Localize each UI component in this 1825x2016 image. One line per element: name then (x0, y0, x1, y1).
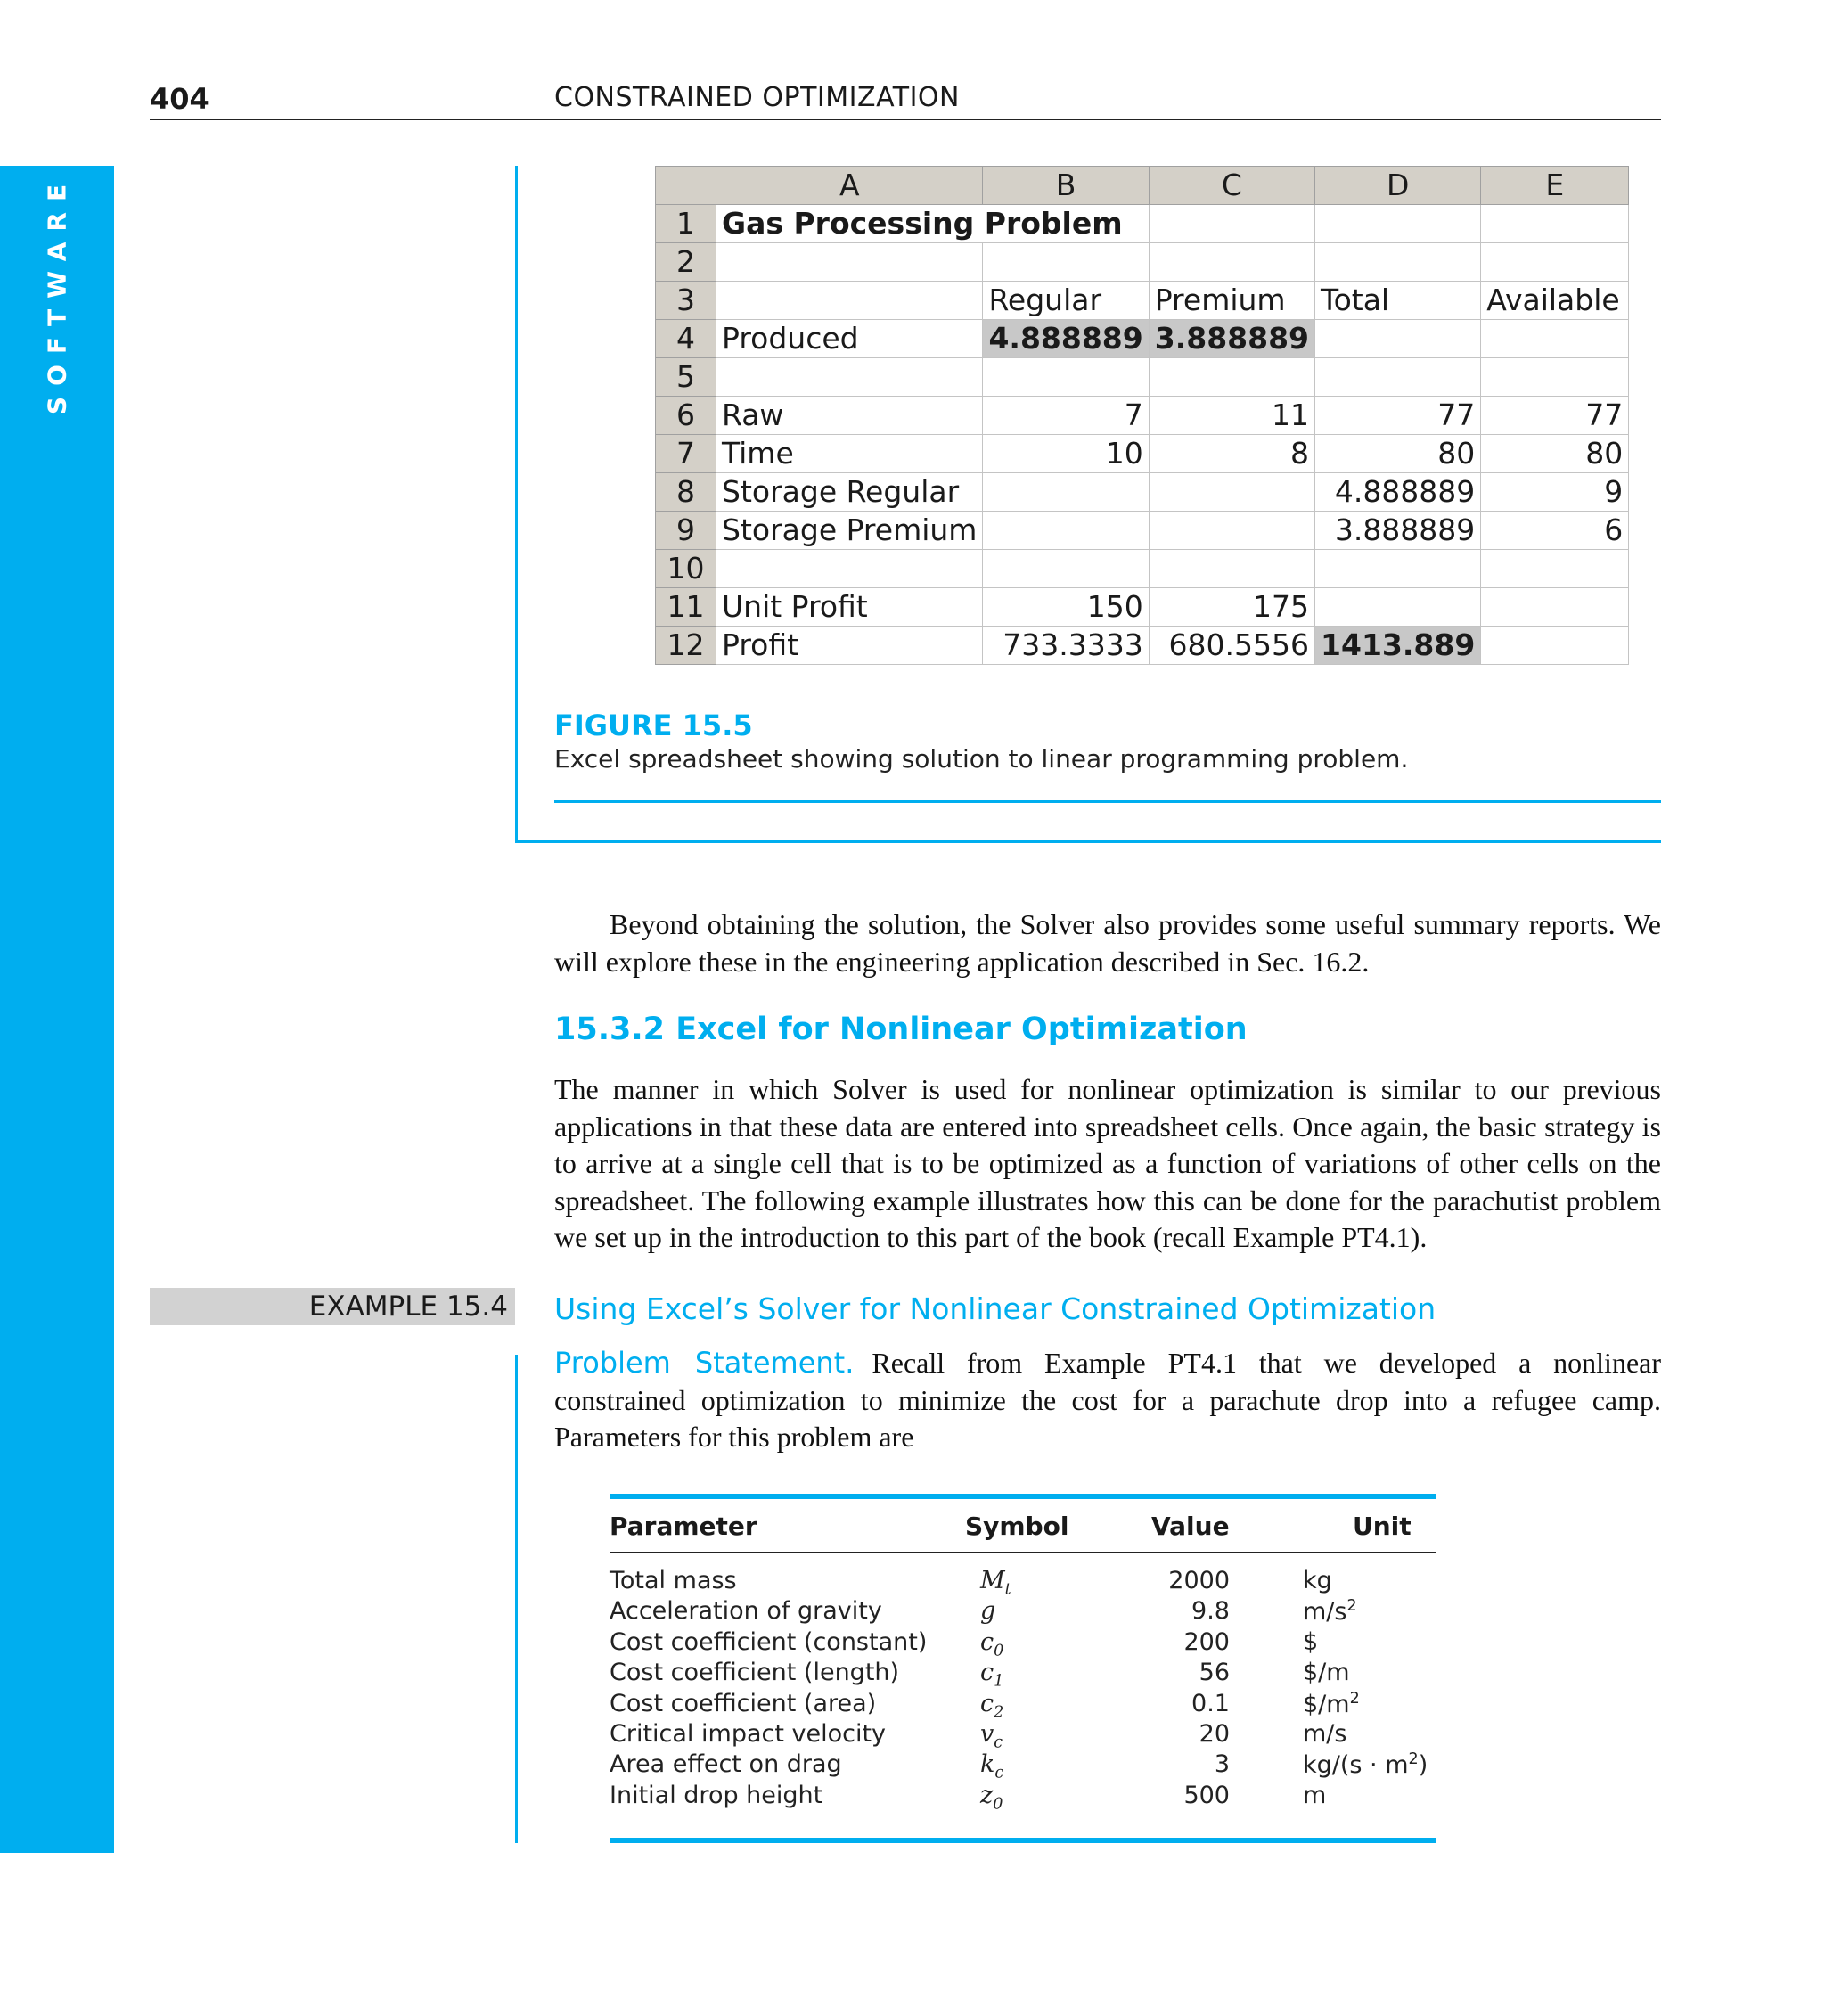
unit-base: kg (1303, 1567, 1332, 1594)
row-header[interactable]: 7 (656, 435, 716, 473)
parameter-name: Cost coefficient (length) (610, 1659, 900, 1687)
symbol-base: c (980, 1689, 994, 1717)
sheet-cell[interactable] (1149, 550, 1314, 588)
page-number: 404 (150, 82, 209, 116)
table-row (0, 1690, 1825, 1720)
sheet-row (656, 550, 1629, 588)
caption-rule (554, 800, 1661, 803)
sheet-cell[interactable]: 77 (1315, 397, 1481, 435)
symbol-base: k (980, 1750, 995, 1779)
sheet-cell[interactable]: 3.888889 (1315, 512, 1481, 550)
example-title: Using Excel’s Solver for Nonlinear Constrained Optimization (554, 1291, 1436, 1326)
sheet-cell[interactable]: 77 (1481, 397, 1629, 435)
parameter-name: Critical impact velocity (610, 1720, 887, 1748)
header-rule (150, 119, 1661, 120)
parameter-value: 200 (1183, 1627, 1230, 1656)
symbol-base: c (980, 1627, 994, 1656)
sheet-cell[interactable]: 10 (983, 435, 1149, 473)
column-header-row (656, 167, 1629, 205)
parameter-symbol (980, 1567, 1052, 1598)
parameter-value: 20 (1199, 1720, 1230, 1748)
table-header-unit: Unit (1353, 1512, 1412, 1541)
symbol-subscript: c (994, 1733, 1003, 1752)
parameter-name: Initial drop height (610, 1781, 823, 1809)
sheet-cell[interactable]: Available (1481, 282, 1629, 320)
problem-statement (554, 1345, 1661, 1456)
sheet-cell[interactable]: 9 (1481, 473, 1629, 512)
sheet-cell[interactable] (1481, 358, 1629, 397)
sheet-cell[interactable] (1481, 205, 1629, 243)
unit-base: m/s (1303, 1598, 1347, 1627)
sheet-cell[interactable]: Unit Profit (716, 588, 983, 627)
example-label: EXAMPLE 15.4 (308, 1291, 508, 1323)
sheet-cell[interactable]: 80 (1481, 435, 1629, 473)
sheet-cell[interactable] (1481, 627, 1629, 665)
problem-statement-text: Recall from Example PT4.1 that we developed a nonlinear constrained optimization to minimize the cost for a parachute drop into a refugee camp. Parameters for this problem are (554, 1347, 1662, 1453)
sheet-row (656, 243, 1629, 282)
sheet-cell[interactable] (716, 282, 983, 320)
table-row (0, 1597, 1825, 1627)
column-header[interactable]: C (1149, 167, 1314, 205)
sheet-cell[interactable] (1315, 358, 1481, 397)
table-row (0, 1628, 1825, 1659)
sheet-cell[interactable] (1149, 205, 1314, 243)
table-header-value: Value (1151, 1512, 1230, 1541)
sheet-row (656, 282, 1629, 320)
paragraph: Beyond obtaining the solution, the Solver also provides some useful summary reports. We will explore these in the engineering application described in Sec. 16.2. (554, 908, 1661, 978)
table-row (0, 1567, 1825, 1597)
paragraph: The manner in which Solver is used for nonlinear optimization is similar to our previous applications in that these data are entered into spreadsheet cells. Once again, the basic strategy is to arrive at a single cell that is to be optimized as a function of variations of other cells on the spreadsheet. The following example illustrates how this can be done for the parachutist problem we set up in the introduction to this part of the book (recall Example PT4.1). (554, 1073, 1661, 1253)
table-row (0, 1659, 1825, 1689)
sheet-cell[interactable]: Storage Regular (716, 473, 983, 512)
row-header[interactable]: 10 (656, 550, 716, 588)
unit-tail: ) (1418, 1751, 1428, 1780)
parameter-symbol (980, 1690, 1052, 1721)
spreadsheet (655, 166, 1629, 665)
parameter-unit (1303, 1690, 1360, 1718)
sheet-cell[interactable]: 680.5556 (1149, 627, 1314, 665)
section-heading: 15.3.2 Excel for Nonlinear Optimization (554, 1012, 1248, 1047)
parameter-symbol (980, 1750, 1052, 1782)
table-top-rule (610, 1494, 1436, 1499)
symbol-subscript: t (1004, 1580, 1011, 1599)
parameter-unit (1303, 1750, 1428, 1779)
running-head: CONSTRAINED OPTIMIZATION (554, 82, 960, 113)
table-row (0, 1782, 1825, 1812)
unit-base: kg/(s · m (1303, 1751, 1409, 1780)
sheet-row (656, 473, 1629, 512)
sheet-row (656, 627, 1629, 665)
parameter-name: Acceleration of gravity (610, 1597, 882, 1626)
sheet-cell[interactable]: Profit (716, 627, 983, 665)
symbol-subscript: c (994, 1764, 1004, 1782)
sheet-cell[interactable]: 4.888889 (1315, 473, 1481, 512)
sheet-cell[interactable] (1481, 550, 1629, 588)
sheet-cell[interactable]: 3.888889 (1149, 320, 1314, 358)
parameter-unit (1303, 1782, 1326, 1809)
sheet-cell[interactable]: Time (716, 435, 983, 473)
sheet-cell[interactable] (983, 550, 1149, 588)
sheet-cell[interactable] (716, 550, 983, 588)
side-label: SOFTWARE (42, 173, 72, 415)
sheet-cell[interactable]: 11 (1149, 397, 1314, 435)
sheet-cell[interactable] (716, 358, 983, 397)
sheet-cell[interactable]: Produced (716, 320, 983, 358)
symbol-subscript: 2 (994, 1702, 1004, 1721)
row-header[interactable]: 11 (656, 588, 716, 627)
symbol-base: M (980, 1567, 1005, 1594)
row-header[interactable]: 9 (656, 512, 716, 550)
table-header-symbol: Symbol (965, 1512, 1069, 1541)
symbol-base: v (980, 1720, 994, 1748)
row-header[interactable]: 2 (656, 243, 716, 282)
sheet-cell[interactable] (1149, 512, 1314, 550)
sheet-cell[interactable]: 7 (983, 397, 1149, 435)
figure-label: FIGURE 15.5 (554, 709, 753, 742)
symbol-base: z (980, 1781, 994, 1809)
sheet-cell[interactable] (716, 243, 983, 282)
row-header[interactable]: 3 (656, 282, 716, 320)
figure-caption: Excel spreadsheet showing solution to linear programming problem. (554, 744, 1409, 774)
table-header-parameter: Parameter (610, 1512, 757, 1541)
sheet-cell[interactable]: 8 (1149, 435, 1314, 473)
row-header[interactable]: 12 (656, 627, 716, 665)
row-header[interactable]: 5 (656, 358, 716, 397)
sheet-cell[interactable]: Premium (1149, 282, 1314, 320)
unit-superscript: 2 (1349, 1689, 1360, 1708)
sheet-cell[interactable]: Raw (716, 397, 983, 435)
parameter-symbol (980, 1597, 1052, 1625)
parameter-value: 0.1 (1191, 1689, 1230, 1717)
symbol-subscript: 1 (994, 1672, 1004, 1691)
unit-base: $/m (1303, 1690, 1350, 1718)
table-row (0, 1750, 1825, 1781)
parameter-symbol (980, 1720, 1052, 1751)
sheet-row (656, 358, 1629, 397)
parameter-unit (1303, 1567, 1332, 1594)
sheet-row (656, 320, 1629, 358)
sheet-cell[interactable]: 175 (1149, 588, 1314, 627)
sheet-cell[interactable] (983, 243, 1149, 282)
sheet-row (656, 435, 1629, 473)
sheet-cell[interactable] (1149, 243, 1314, 282)
row-header[interactable]: 1 (656, 205, 716, 243)
sheet-cell[interactable]: 4.888889 (983, 320, 1149, 358)
parameter-value: 56 (1199, 1659, 1230, 1687)
sheet-cell[interactable] (1149, 473, 1314, 512)
unit-superscript: 2 (1408, 1750, 1419, 1769)
column-header[interactable]: D (1315, 167, 1481, 205)
sheet-cell[interactable]: Gas Processing Problem (716, 205, 1150, 243)
unit-base: $/m (1303, 1659, 1350, 1687)
parameter-value: 3 (1214, 1750, 1230, 1779)
row-header[interactable]: 6 (656, 397, 716, 435)
sheet-cell[interactable] (1481, 320, 1629, 358)
sheet-row (656, 397, 1629, 435)
sheet-cell[interactable] (983, 473, 1149, 512)
sheet-cell[interactable]: Storage Premium (716, 512, 983, 550)
sheet-cell[interactable] (983, 358, 1149, 397)
parameter-unit (1303, 1597, 1357, 1626)
parameter-symbol (980, 1659, 1052, 1690)
parameter-name: Cost coefficient (constant) (610, 1627, 928, 1656)
unit-base: m/s (1303, 1720, 1347, 1748)
table-header-rule (610, 1552, 1436, 1553)
unit-superscript: 2 (1346, 1597, 1357, 1616)
sheet-cell[interactable] (1315, 205, 1481, 243)
table-bottom-rule (610, 1838, 1436, 1843)
figure-side-rule (515, 166, 518, 843)
sheet-cell[interactable]: 6 (1481, 512, 1629, 550)
problem-statement-label: Problem Statement. (554, 1346, 855, 1380)
sheet-cell[interactable]: Regular (983, 282, 1149, 320)
sheet-cell[interactable]: 1413.889 (1315, 627, 1481, 665)
parameter-name: Cost coefficient (area) (610, 1689, 877, 1717)
parameter-symbol (980, 1782, 1052, 1813)
parameter-value: 9.8 (1191, 1597, 1230, 1626)
symbol-subscript: 0 (993, 1795, 1003, 1814)
parameter-unit (1303, 1628, 1318, 1656)
sheet-cell[interactable]: 80 (1315, 435, 1481, 473)
sheet-cell[interactable] (1149, 358, 1314, 397)
parameter-name: Total mass (610, 1567, 737, 1594)
column-header[interactable]: A (716, 167, 983, 205)
parameter-unit (1303, 1720, 1346, 1748)
sheet-cell[interactable] (1481, 243, 1629, 282)
sheet-cell[interactable] (1315, 550, 1481, 588)
table-row (0, 1720, 1825, 1750)
sheet-cell[interactable]: Total (1315, 282, 1481, 320)
row-header[interactable]: 4 (656, 320, 716, 358)
parameter-name: Area effect on drag (610, 1750, 842, 1779)
parameter-value: 500 (1183, 1781, 1230, 1809)
sheet-cell[interactable]: 733.3333 (983, 627, 1149, 665)
column-header[interactable]: E (1481, 167, 1629, 205)
sheet-row (656, 512, 1629, 550)
unit-base: m (1303, 1781, 1327, 1809)
sheet-cell[interactable] (1315, 588, 1481, 627)
sheet-cell[interactable] (983, 512, 1149, 550)
symbol-base: c (980, 1659, 994, 1687)
symbol-subscript: 0 (994, 1642, 1004, 1660)
sheet-row (656, 205, 1629, 243)
sheet-cell[interactable] (1481, 588, 1629, 627)
sheet-cell[interactable] (1315, 243, 1481, 282)
unit-base: $ (1303, 1627, 1319, 1656)
corner-cell[interactable] (656, 167, 716, 205)
sheet-cell[interactable]: 150 (983, 588, 1149, 627)
parameter-symbol (980, 1628, 1052, 1660)
figure-bottom-rule (515, 840, 1661, 843)
row-header[interactable]: 8 (656, 473, 716, 512)
parameter-unit (1303, 1659, 1350, 1686)
parameter-value: 2000 (1168, 1567, 1230, 1594)
sheet-cell[interactable] (1315, 320, 1481, 358)
column-header[interactable]: B (983, 167, 1149, 205)
sheet-row (656, 588, 1629, 627)
symbol-base: g (980, 1597, 996, 1626)
